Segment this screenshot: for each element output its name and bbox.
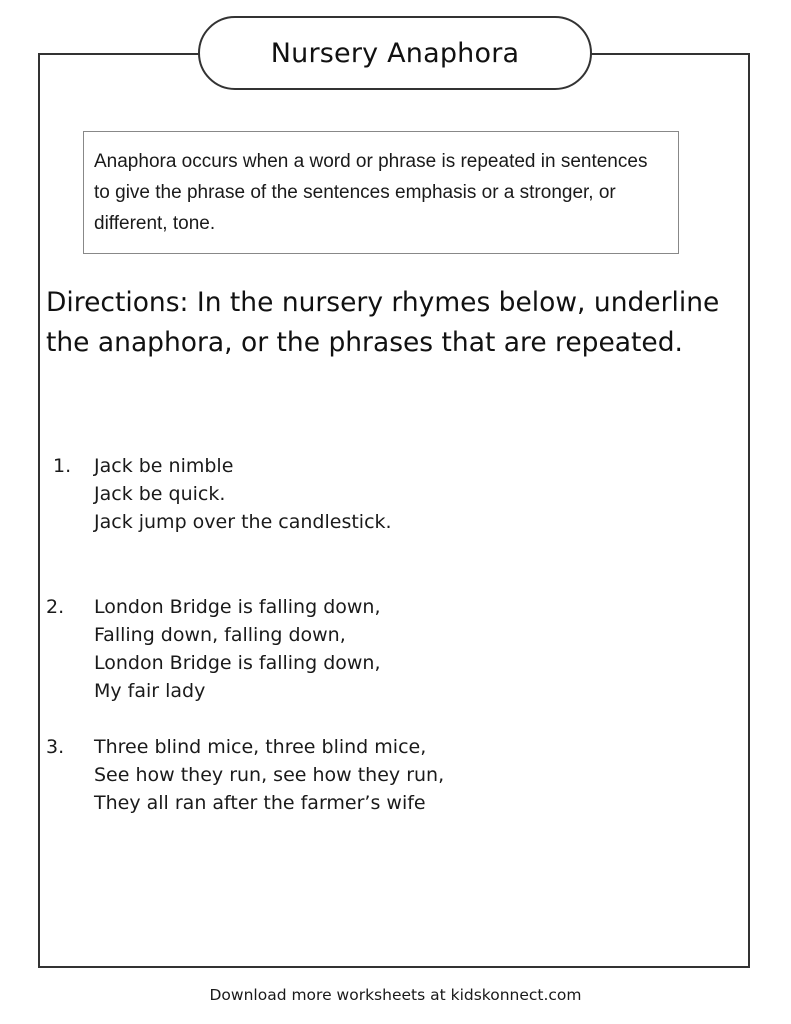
rhyme-lines <box>94 593 381 705</box>
rhyme-item-2 <box>46 593 746 705</box>
definition-box <box>83 131 679 254</box>
rhyme-line: They all ran after the farmer’s wife <box>94 792 426 814</box>
footer-text: Download more worksheets at kidskonnect.com <box>209 986 582 1004</box>
rhyme-line: My fair lady <box>94 680 206 702</box>
rhyme-line: Three blind mice, three blind mice, <box>94 736 427 758</box>
rhyme-item-3 <box>46 733 746 817</box>
rhyme-number: 3. <box>46 736 65 758</box>
rhyme-line: See how they run, see how they run, <box>94 764 445 786</box>
directions-text: Directions: In the nursery rhymes below, underline the anaphora, or the phrases that are repeated. <box>46 287 720 358</box>
rhyme-number: 1. <box>53 455 72 477</box>
definition-text: Anaphora occurs when a word or phrase is repeated in sentences to give the phrase of the sentences emphasis or a stronger, or different, tone. <box>94 151 648 234</box>
rhyme-number: 2. <box>46 596 65 618</box>
rhyme-lines <box>94 733 444 817</box>
rhyme-line: London Bridge is falling down, <box>94 652 381 674</box>
rhyme-item-1 <box>46 452 746 536</box>
rhyme-lines <box>94 452 392 536</box>
rhyme-line: London Bridge is falling down, <box>94 596 381 618</box>
rhyme-line: Falling down, falling down, <box>94 624 346 646</box>
rhyme-line: Jack be nimble <box>94 455 234 477</box>
title-banner <box>198 16 592 90</box>
rhyme-line: Jack be quick. <box>94 483 226 505</box>
rhyme-line: Jack jump over the candlestick. <box>94 511 392 533</box>
worksheet-title: Nursery Anaphora <box>270 37 520 69</box>
